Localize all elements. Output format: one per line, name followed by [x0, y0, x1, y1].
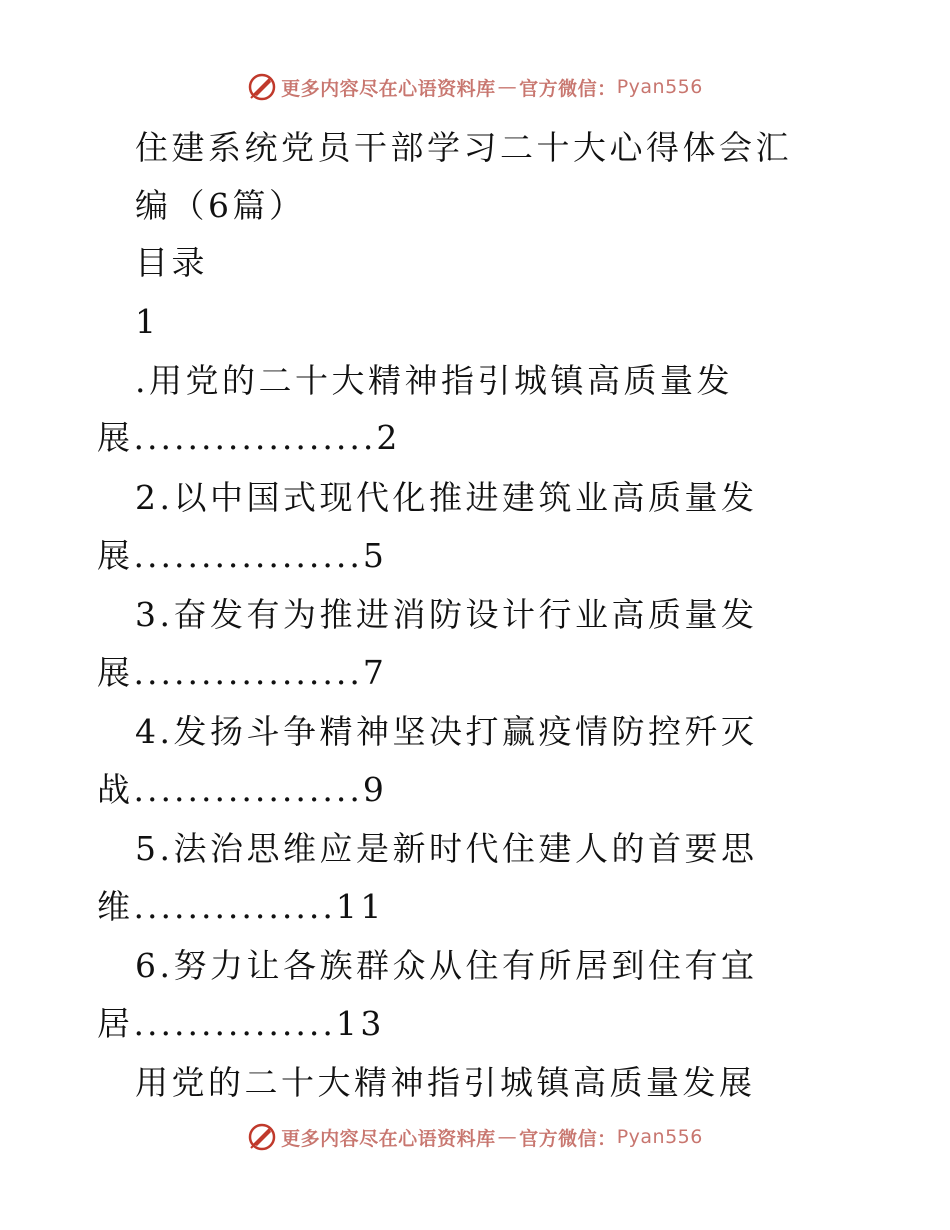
- toc-item-4-tail-text: 战: [97, 770, 134, 809]
- toc-item-1-leader: ..................: [133, 418, 377, 457]
- toc-item-4-title: 4.发扬斗争精神坚决打赢疫情防控歼灭: [135, 712, 758, 751]
- watermark-banner-top: [0, 72, 950, 102]
- watermark-handle: Pyan556: [616, 1126, 703, 1148]
- toc-item-2-tail: [97, 536, 387, 576]
- document-title-line-1: 住建系统党员干部学习二十大心得体会汇: [135, 128, 792, 167]
- toc-item-6-title: 6.努力让各族群众从住有所居到住有宜: [135, 946, 758, 985]
- toc-item-1-tail-text: 展: [97, 418, 134, 457]
- toc-item-2-page: 5: [362, 536, 388, 575]
- quill-logo-icon: [247, 72, 277, 102]
- watermark-separator: —: [497, 76, 518, 98]
- section-heading: 用党的二十大精神指引城镇高质量发展: [135, 1063, 756, 1102]
- toc-item-5-tail: [97, 887, 385, 927]
- toc-item-2-leader: .................: [133, 536, 363, 575]
- watermark-separator: —: [497, 1126, 518, 1148]
- toc-item-3-page: 7: [362, 653, 388, 692]
- toc-item-3-tail: [97, 653, 387, 693]
- watermark-handle: Pyan556: [616, 76, 703, 98]
- toc-item-6-leader: ...............: [133, 1004, 336, 1043]
- toc-item-1-tail: [97, 418, 401, 458]
- toc-heading: 目录: [135, 243, 208, 282]
- toc-item-3-leader: .................: [133, 653, 363, 692]
- toc-item-1-page: 2: [376, 418, 401, 457]
- watermark-contact: 官方微信：: [519, 1127, 617, 1150]
- toc-item-6-page: 13: [335, 1004, 385, 1043]
- toc-item-5-title: 5.法治思维应是新时代住建人的首要思: [135, 829, 758, 868]
- toc-item-4-page: 9: [362, 770, 388, 809]
- toc-item-5-tail-text: 维: [97, 887, 134, 926]
- quill-logo-icon: [247, 1122, 277, 1152]
- toc-item-5-leader: ...............: [133, 887, 336, 926]
- document-title-line-2: 编（6篇）: [135, 186, 306, 225]
- toc-item-5-page: 11: [335, 887, 385, 926]
- toc-item-6-tail: [97, 1004, 385, 1044]
- toc-item-2-tail-text: 展: [97, 536, 134, 575]
- watermark-banner-bottom: [0, 1122, 950, 1152]
- toc-item-1-number: 1: [135, 302, 160, 341]
- toc-item-4-leader: .................: [133, 770, 363, 809]
- watermark-text: 更多内容尽在心语资料库: [281, 1127, 496, 1150]
- toc-item-3-tail-text: 展: [97, 653, 134, 692]
- watermark-text: 更多内容尽在心语资料库: [281, 77, 496, 100]
- toc-item-4-tail: [97, 770, 387, 810]
- toc-item-1-title: .用党的二十大精神指引城镇高质量发: [135, 361, 733, 400]
- toc-item-3-title: 3.奋发有为推进消防设计行业高质量发: [135, 595, 758, 634]
- toc-item-6-tail-text: 居: [97, 1004, 134, 1043]
- watermark-contact: 官方微信：: [519, 77, 617, 100]
- toc-item-2-title: 2.以中国式现代化推进建筑业高质量发: [135, 478, 758, 517]
